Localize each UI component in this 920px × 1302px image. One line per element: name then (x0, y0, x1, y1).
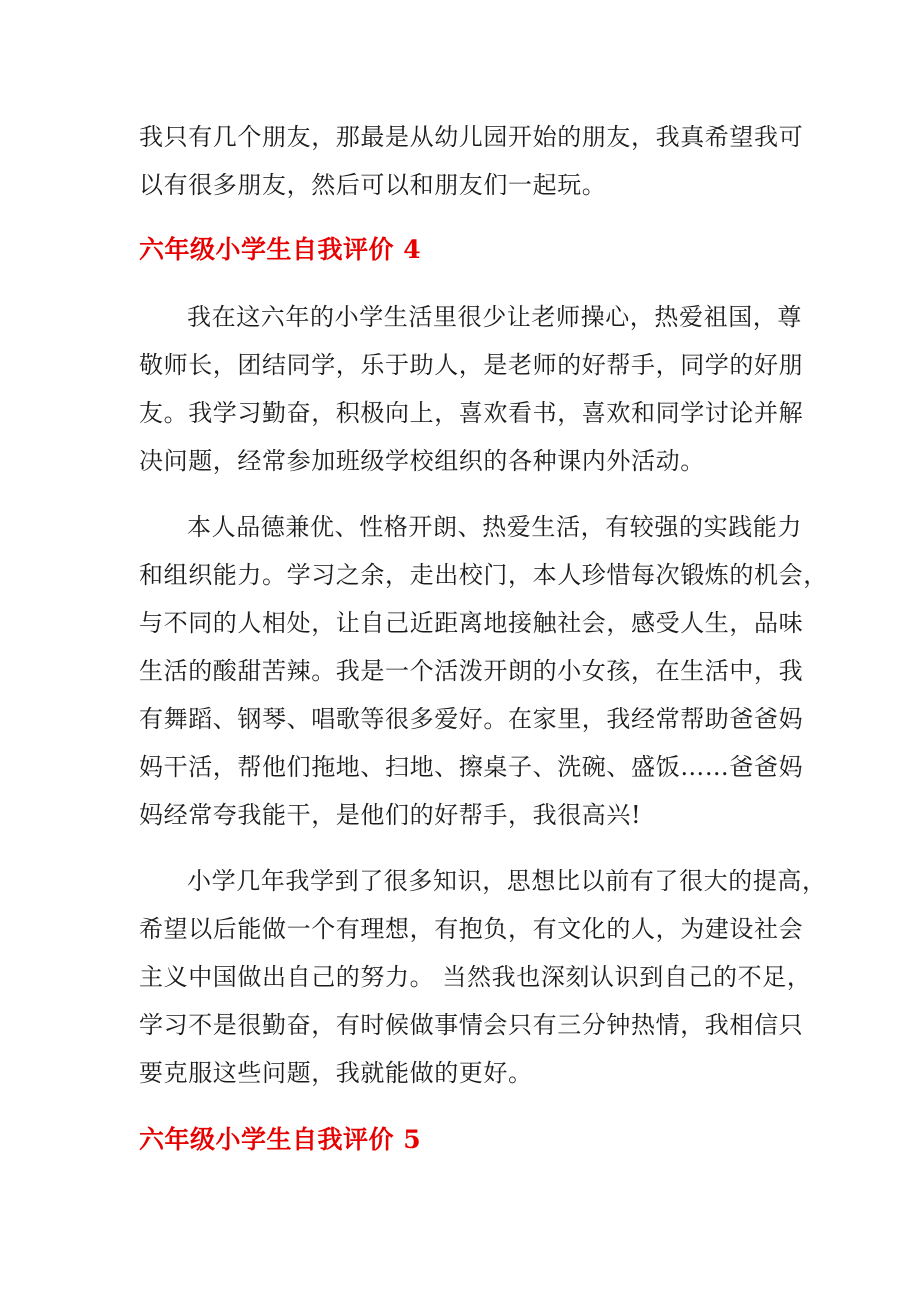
section-4-paragraph-1 (139, 293, 804, 485)
paragraph-line: 要克服这些问题，我就能做的更好。 (139, 1059, 533, 1087)
paragraph-line: 我在这六年的小学生活里很少让老师操心，热爱祖国，尊 (187, 303, 802, 331)
paragraph-line: 妈干活，帮他们拖地、扫地、擦桌子、洗碗、盛饭……爸爸妈 (139, 753, 804, 781)
paragraph-line: 小学几年我学到了很多知识，思想比以前有了很大的提高， (187, 867, 827, 895)
paragraph-line: 生活的酸甜苦辣。我是一个活泼开朗的小女孩，在生活中，我 (139, 657, 804, 685)
section-4-paragraph-3 (139, 857, 827, 1097)
section-4-paragraph-2 (139, 503, 828, 839)
paragraph-line: 决问题，经常参加班级学校组织的各种课内外活动。 (139, 447, 705, 475)
paragraph-line: 友。我学习勤奋，积极向上，喜欢看书，喜欢和同学讨论并解 (139, 399, 804, 427)
intro-paragraph (139, 113, 804, 209)
paragraph-line: 主义中国做出自己的努力。 当然我也深刻认识到自己的不足， (139, 963, 812, 991)
paragraph-line: 希望以后能做一个有理想，有抱负，有文化的人，为建设社会 (139, 915, 804, 943)
paragraph-line: 学习不是很勤奋，有时候做事情会只有三分钟热情，我相信只 (139, 1011, 804, 1039)
paragraph-line: 妈经常夸我能干，是他们的好帮手，我很高兴! (139, 801, 642, 829)
intro-line-2: 以有很多朋友，然后可以和朋友们一起玩。 (139, 171, 607, 199)
intro-line-1: 我只有几个朋友，那最是从幼儿园开始的朋友，我真希望我可 (139, 123, 804, 151)
paragraph-line: 敬师长，团结同学，乐于助人，是老师的好帮手，同学的好朋 (139, 351, 804, 379)
section-4-heading: 六年级小学生自我评价 4 (139, 235, 422, 264)
section-5-heading: 六年级小学生自我评价 5 (139, 1125, 422, 1154)
paragraph-line: 有舞蹈、钢琴、唱歌等很多爱好。在家里，我经常帮助爸爸妈 (139, 705, 804, 733)
paragraph-line: 本人品德兼优、性格开朗、热爱生活，有较强的实践能力 (187, 513, 802, 541)
paragraph-line: 与不同的人相处，让自己近距离地接触社会，感受人生，品味 (139, 609, 804, 637)
paragraph-line: 和组织能力。学习之余，走出校门，本人珍惜每次锻炼的机会， (139, 561, 828, 589)
